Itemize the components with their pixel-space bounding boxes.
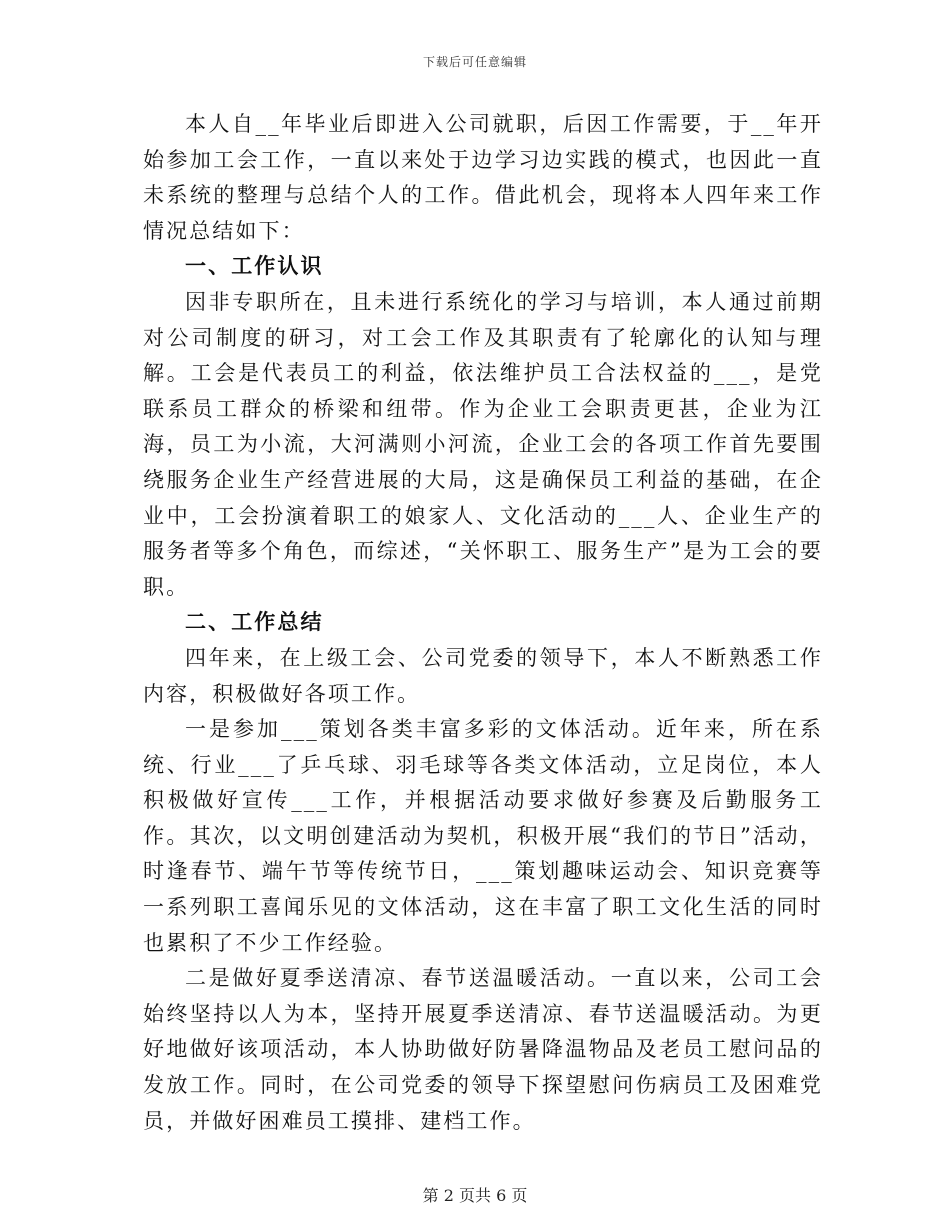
page-number: 第 2 页共 6 页 <box>422 1186 528 1205</box>
page-header: 下载后可任意编辑 <box>422 55 527 69</box>
section-heading-work-summary: 二、工作总结 <box>185 610 324 635</box>
work-summary-intro-paragraph: 四年来，在上级工会、公司党委的领导下，本人不断熟悉工作内容，积极做好各项工作。 <box>143 645 823 706</box>
point-two-paragraph: 二是做好夏季送清凉、春节送温暖活动。一直以来，公司工会始终坚持以人为本，坚持开展夏季送清凉、春节送温暖活动。为更好地做好该项活动，本人协助做好防暑降温物品及老员工慰问品的发放工作。同时，在公司党委的领导下探望慰问伤病员工及困难党员，并做好困难员工摸排、建档工作。 <box>143 966 823 1133</box>
point-one-paragraph: 一是参加___策划各类丰富多彩的文体活动。近年来，所在系统、行业___了乒乓球、羽毛球等各类文体活动，立足岗位，本人积极做好宣传___工作，并根据活动要求做好参赛及后勤服务工作。其次，以文明创建活动为契机，积极开展“我们的节日”活动，时逢春节、端午节等传统节日，___策划趣味运动会、知识竞赛等一系列职工喜闻乐见的文体活动，这在丰富了职工文化生活的同时也累积了不少工作经验。 <box>143 717 823 955</box>
section-heading-work-understanding: 一、工作认识 <box>185 254 324 279</box>
document-body <box>143 107 823 1139</box>
intro-paragraph: 本人自__年毕业后即进入公司就职，后因工作需要，于__年开始参加工会工作，一直以来处于边学习边实践的模式，也因此一直未系统的整理与总结个人的工作。借此机会，现将本人四年来工作情况总结如下： <box>143 112 823 243</box>
work-understanding-paragraph: 因非专职所在，且未进行系统化的学习与培训，本人通过前期对公司制度的研习，对工会工作及其职责有了轮廓化的认知与理解。工会是代表员工的利益，依法维护员工合法权益的___，是党联系员工群众的桥梁和纽带。作为企业工会职责更甚，企业为江海，员工为小流，大河满则小河流，企业工会的各项工作首先要围绕服务企业生产经营进展的大局，这是确保员工利益的基础，在企业中，工会扮演着职工的娘家人、文化活动的___人、企业生产的服务者等多个角色，而综述，“关怀职工、服务生产”是为工会的要职。 <box>143 289 823 599</box>
